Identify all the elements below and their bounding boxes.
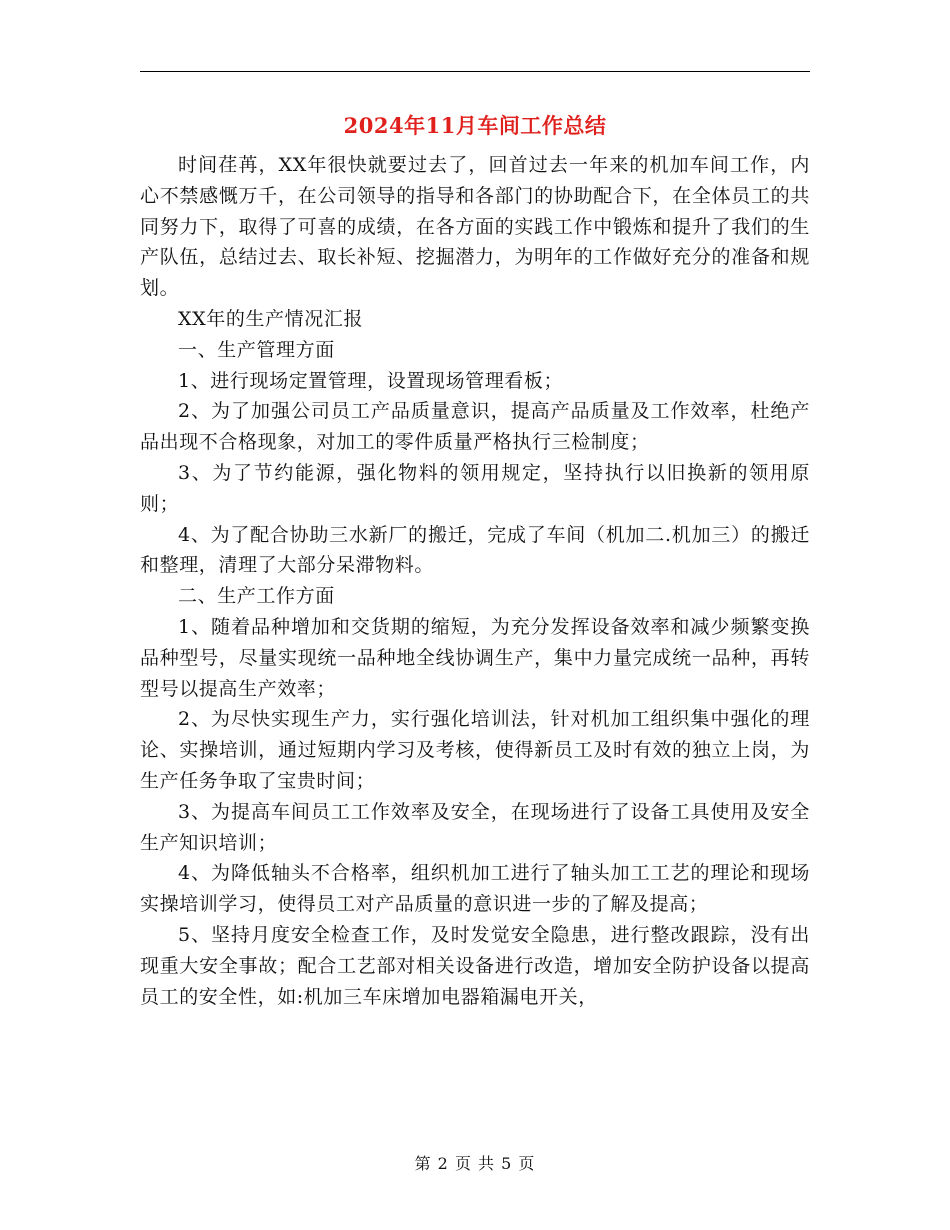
production-item-5: 5、坚持月度安全检查工作，及时发觉安全隐患，进行整改跟踪，没有出现重大安全事故；配合工艺部对相关设备进行改造，增加安全防护设备以提高员工的安全性，如:机加三车床增加电器箱漏电开关，: [140, 923, 810, 1008]
management-item-1: 1、进行现场定置管理，设置现场管理看板；: [178, 369, 564, 392]
header-rule: [140, 71, 810, 72]
document-body: [140, 150, 810, 1012]
document-title: 2024年11月车间工作总结: [343, 113, 607, 138]
page-number-footer: 第 2 页 共 5 页: [414, 1154, 536, 1173]
section-heading-production: 二、生产工作方面: [178, 585, 335, 608]
production-item-1: 1、随着品种增加和交货期的缩短，为充分发挥设备效率和减少频繁变换品种型号，尽量实现统一品种地全线协调生产，集中力量完成统一品种，再转型号以提高生产效率；: [140, 615, 810, 700]
production-item-2: 2、为尽快实现生产力，实行强化培训法，针对机加工组织集中强化的理论、实操培训，通过短期内学习及考核，使得新员工及时有效的独立上岗，为生产任务争取了宝贵时间；: [140, 708, 810, 792]
management-item-4: 4、为了配合协助三水新厂的搬迁，完成了车间（机加二.机加三）的搬迁和整理，清理了大部分呆滞物料。: [140, 523, 810, 577]
section-heading-report: XX年的生产情况汇报: [178, 307, 364, 330]
management-item-2: 2、为了加强公司员工产品质量意识，提高产品质量及工作效率，杜绝产品出现不合格现象，对加工的零件质量严格执行三检制度；: [140, 400, 810, 454]
production-item-4: 4、为降低轴头不合格率，组织机加工进行了轴头加工工艺的理论和现场实操培训学习，使得员工对产品质量的意识进一步的了解及提高；: [140, 862, 810, 916]
production-item-3: 3、为提高车间员工工作效率及安全，在现场进行了设备工具使用及安全生产知识培训；: [140, 800, 810, 854]
section-heading-management: 一、生产管理方面: [178, 338, 335, 361]
intro-paragraph: 时间荏苒，XX年很快就要过去了，回首过去一年来的机加车间工作，内心不禁感慨万千，在公司领导的指导和各部门的协助配合下，在全体员工的共同努力下，取得了可喜的成绩，在各方面的实践工作中锻炼和提升了我们的生产队伍，总结过去、取长补短、挖掘潜力，为明年的工作做好充分的准备和规划。: [140, 154, 810, 300]
management-item-3: 3、为了节约能源，强化物料的领用规定，坚持执行以旧换新的领用原则；: [140, 461, 810, 515]
